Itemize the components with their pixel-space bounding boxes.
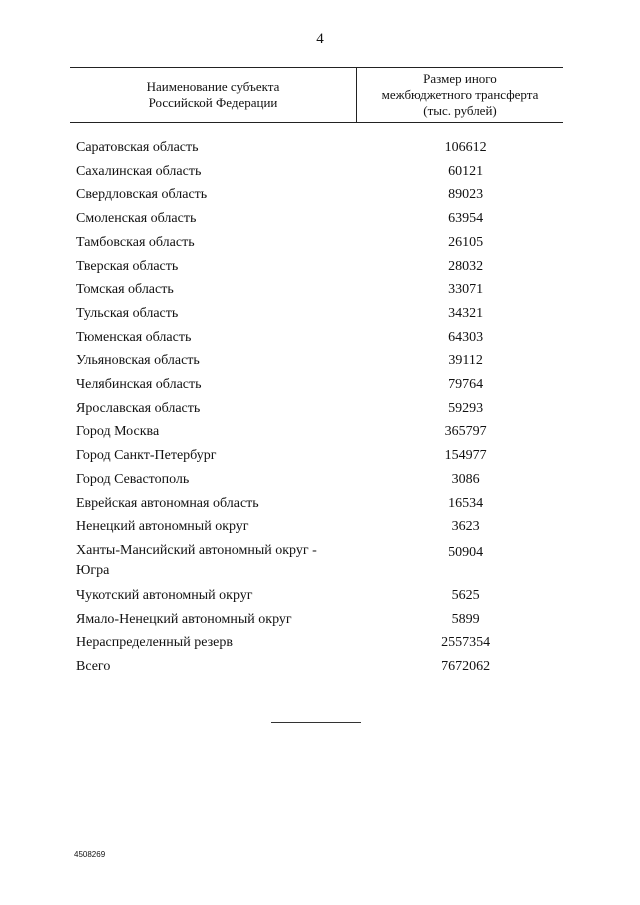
subject-name: Тверская область [76, 258, 179, 274]
transfer-amount: 2557354 [441, 635, 491, 651]
subject-name: Сахалинская область [76, 163, 202, 179]
table-row [76, 136, 563, 160]
subject-name: Тульская область [76, 305, 179, 321]
table-row [76, 231, 563, 255]
table-row [76, 539, 563, 581]
table-row [76, 515, 563, 539]
table-header [70, 67, 563, 123]
transfer-amount: 3086 [451, 471, 480, 487]
subject-name: Еврейская автономная область [76, 495, 259, 511]
transfer-amount: 26105 [448, 234, 484, 250]
table-row [76, 420, 563, 444]
table-row [76, 492, 563, 516]
transfer-amount: 34321 [448, 305, 484, 321]
column-header-transfer-amount: Размер иного межбюджетного трансферта (тыс. рублей) [381, 71, 539, 118]
table-row [76, 584, 563, 608]
subject-name: Ханты-Мансийский автономный округ - Югра [76, 542, 317, 578]
transfer-amount: 39112 [448, 353, 483, 369]
transfer-amount: 50904 [448, 544, 484, 560]
transfer-amount: 89023 [448, 187, 484, 203]
table-row [76, 397, 563, 421]
table-row [76, 278, 563, 302]
table-body [76, 136, 563, 679]
subject-name: Смоленская область [76, 211, 197, 227]
table-row [76, 444, 563, 468]
transfer-amount: 79764 [448, 377, 484, 393]
subject-name: Тамбовская область [76, 234, 195, 250]
table-row [76, 183, 563, 207]
transfer-amount: 16534 [448, 495, 484, 511]
document-code: 4508269 [74, 850, 106, 859]
subject-name: Город Севастополь [76, 471, 190, 487]
subject-name: Ярославская область [76, 400, 201, 416]
end-separator-line [271, 722, 361, 723]
table-row [76, 160, 563, 184]
subject-name: Всего [76, 659, 111, 675]
table-row [76, 255, 563, 279]
table-row [76, 468, 563, 492]
table-row [76, 207, 563, 231]
subject-name: Свердловская область [76, 187, 208, 203]
transfer-amount: 60121 [448, 163, 484, 179]
subject-name: Тюменская область [76, 329, 192, 345]
subject-name: Челябинская область [76, 377, 202, 393]
table-row [76, 349, 563, 373]
subject-name: Город Санкт-Петербург [76, 448, 217, 464]
transfer-amount: 5625 [451, 587, 480, 603]
subject-name: Томская область [76, 282, 174, 298]
transfer-amount: 7672062 [441, 659, 491, 675]
table-row [76, 302, 563, 326]
transfer-amount: 33071 [448, 282, 484, 298]
subject-name: Ульяновская область [76, 353, 200, 369]
subject-name: Город Москва [76, 424, 160, 440]
transfer-amount: 64303 [448, 329, 484, 345]
column-header-subject: Наименование субъекта Российской Федерации [70, 68, 357, 122]
transfer-amount: 5899 [451, 611, 480, 627]
table-row [76, 373, 563, 397]
subject-name: Саратовская область [76, 140, 199, 155]
transfer-amount: 59293 [448, 400, 484, 416]
transfer-amount: 3623 [451, 519, 480, 535]
subject-name: Ямало-Ненецкий автономный округ [76, 611, 292, 627]
page-number: 4 [316, 31, 324, 47]
transfer-amount: 28032 [448, 258, 484, 274]
transfer-amount: 365797 [444, 424, 487, 440]
transfer-amount: 63954 [448, 211, 484, 227]
table-row [76, 326, 563, 350]
subject-name: Чукотский автономный округ [76, 587, 253, 603]
transfer-amount: 106612 [444, 140, 487, 155]
subject-name: Ненецкий автономный округ [76, 519, 249, 535]
table-row [76, 631, 563, 655]
transfer-amount: 154977 [444, 448, 487, 464]
subject-name: Нераспределенный резерв [76, 635, 233, 651]
table-row [76, 608, 563, 632]
table-row-total [76, 655, 563, 679]
